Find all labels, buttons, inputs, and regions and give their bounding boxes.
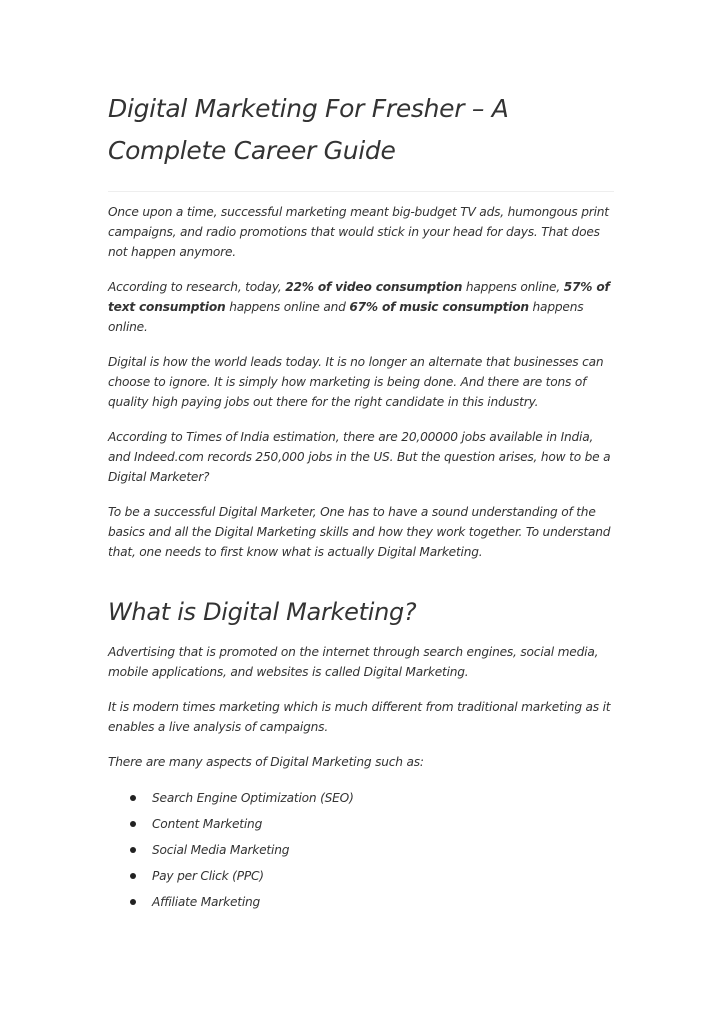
- bullet-icon: [130, 847, 136, 853]
- aspects-intro-paragraph: There are many aspects of Digital Marketing such as:: [108, 755, 424, 769]
- bullet-icon: [130, 873, 136, 879]
- research-text-2: happens online,: [462, 280, 564, 294]
- page-title: [108, 88, 614, 172]
- research-paragraph: [108, 277, 614, 337]
- text-consumption-stat: 57% of text consumption: [108, 280, 610, 314]
- research-text-3: happens online and: [225, 300, 350, 314]
- intro-section: [108, 202, 614, 577]
- section-heading: What is Digital Marketing?: [108, 598, 417, 626]
- list-item-label: Pay per Click (PPC): [152, 869, 264, 883]
- video-consumption-stat: 22% of video consumption: [285, 280, 463, 294]
- title-divider: [108, 191, 614, 192]
- modern-marketing-paragraph: It is modern times marketing which is much different from traditional marketing as it enables a live analysis of campaigns.: [108, 700, 611, 734]
- list-item-label: Affiliate Marketing: [152, 895, 261, 909]
- definition-paragraph: Advertising that is promoted on the internet through search engines, social media, mobile applications, and websites is called Digital Marketing.: [108, 645, 599, 679]
- intro-paragraph: Once upon a time, successful marketing meant big-budget TV ads, humongous print campaigns, and radio promotions that would stick in your head for days. That does not happen anymore.: [108, 205, 609, 259]
- list-item: [108, 788, 614, 814]
- list-item-label: Social Media Marketing: [152, 843, 290, 857]
- music-consumption-stat: 67% of music consumption: [349, 300, 529, 314]
- aspects-list: [108, 788, 614, 918]
- list-item: [108, 840, 614, 866]
- research-text-4: happens online.: [108, 300, 584, 334]
- research-text-1: According to research, today,: [108, 280, 286, 294]
- bullet-icon: [130, 821, 136, 827]
- list-item: [108, 866, 614, 892]
- list-item-label: Content Marketing: [152, 817, 263, 831]
- definition-section: [108, 642, 614, 787]
- digital-leads-paragraph: Digital is how the world leads today. It is no longer an alternate that businesses can choose to ignore. It is simply how marketing is being done. And there are tons of quality high paying jobs out there for the right candidate in this industry.: [108, 355, 604, 409]
- list-item: [108, 892, 614, 918]
- successful-marketer-paragraph: To be a successful Digital Marketer, One has to have a sound understanding of the basics and all the Digital Marketing skills and how they work together. To understand that, one needs to first know what is actually Digital Marketing.: [108, 505, 611, 559]
- title-line-1: Digital Marketing For Fresher – A: [108, 94, 509, 123]
- list-item-label: Search Engine Optimization (SEO): [152, 791, 354, 805]
- jobs-estimation-paragraph: According to Times of India estimation, there are 20,00000 jobs available in India, and Indeed.com records 250,000 jobs in the US. But the question arises, how to be a Digital Marketer?: [108, 430, 611, 484]
- title-line-2: Complete Career Guide: [108, 136, 396, 165]
- list-item: [108, 814, 614, 840]
- bullet-icon: [130, 795, 136, 801]
- bullet-icon: [130, 899, 136, 905]
